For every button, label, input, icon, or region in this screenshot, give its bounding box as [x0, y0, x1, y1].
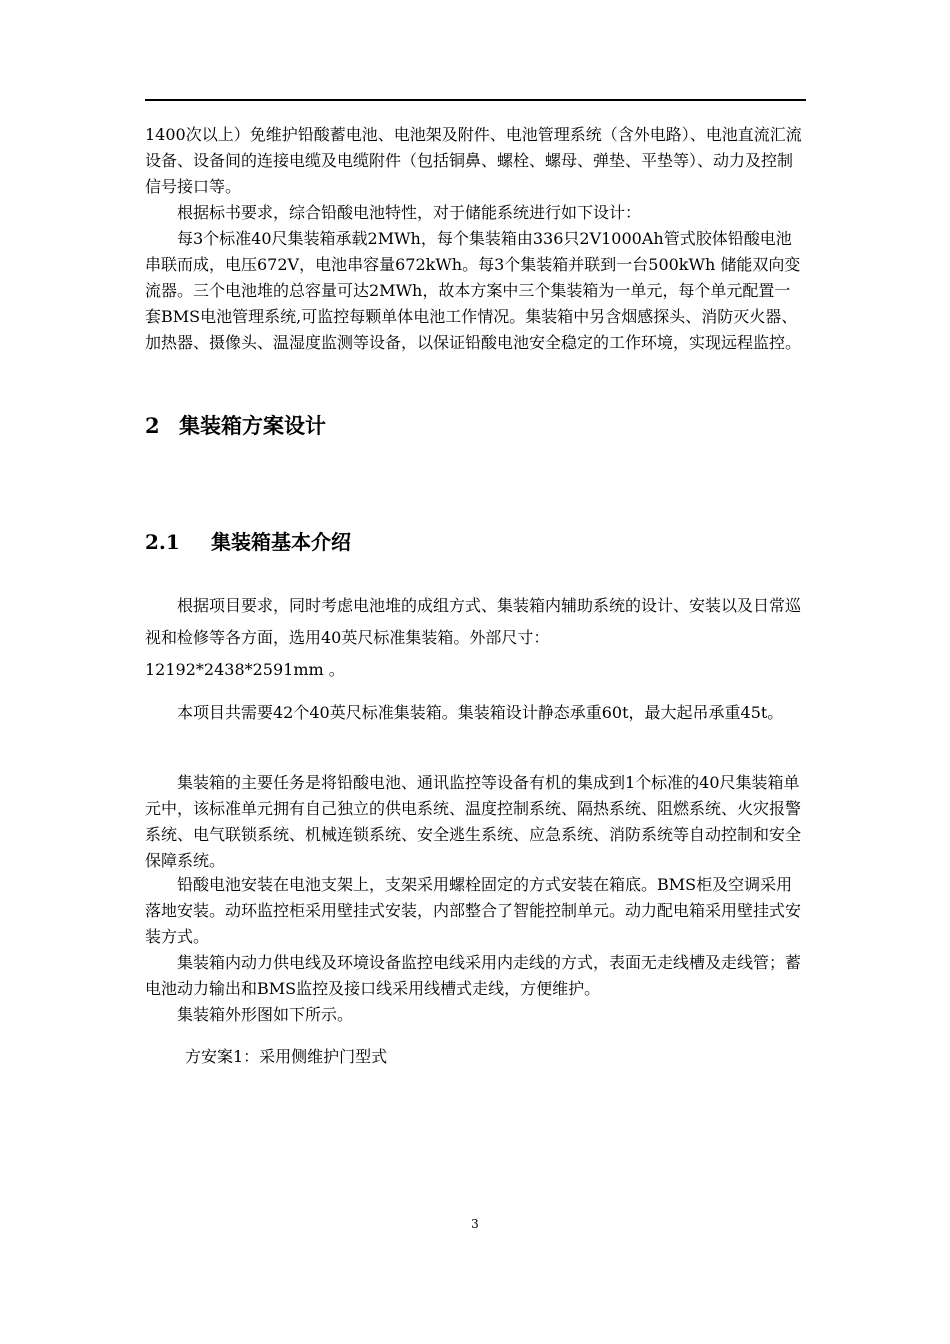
paragraph-container-task: 集装箱的主要任务是将铅酸电池、通讯监控等设备有机的集成到1个标准的40尺集装箱单元中，该标准单元拥有自己独立的供电系统、温度控制系统、隔热系统、阻燃系统、火灾报警系统、电气联锁系统、机械连锁系统、安全逃生系统、应急系统、消防系统等自动控制和安全保障系统。 [145, 773, 802, 870]
paragraph-design-intro: 根据标书要求，综合铅酸电池特性，对于储能系统进行如下设计： [177, 203, 642, 222]
section-heading-2 [145, 410, 326, 440]
section-heading-2-1 [145, 526, 351, 555]
scheme-label: 方安案1：采用侧维护门型式 [185, 1047, 388, 1066]
paragraph-wiring: 集装箱内动力供电线及环境设备监控电线采用内走线的方式，表面无走线槽及走线管；蓄电池动力输出和BMS监控及接口线采用线槽式走线，方便维护。 [145, 953, 802, 998]
container-selection-text: 根据项目要求，同时考虑电池堆的成组方式、集装箱内辅助系统的设计、安装以及日常巡视和检修等各方面，选用40英尺标准集装箱。外部尺寸： [145, 596, 802, 647]
paragraph-equipment-list: 1400次以上）免维护铅酸蓄电池、电池架及附件、电池管理系统（含外电路）、电池直流汇流设备、设备间的连接电缆及电缆附件（包括铜鼻、螺栓、螺母、弹垫、平垫等）、动力及控制信号接口等。 [145, 125, 802, 196]
installation-block [145, 872, 806, 1028]
paragraph-figure-intro: 集装箱外形图如下所示。 [177, 1005, 354, 1024]
paragraph-container-count: 本项目共需要42个40英尺标准集装箱。集装箱设计静态承重60t，最大起吊承重45t。 [177, 703, 784, 722]
container-count-block [145, 697, 806, 729]
paragraph-container-selection [145, 590, 806, 686]
subsection-number: 2.1 [145, 530, 180, 554]
page-number: 3 [471, 1217, 479, 1231]
intro-block [145, 122, 806, 356]
container-selection-block [145, 590, 806, 686]
section-title: 集装箱方案设计 [179, 413, 326, 438]
container-task-block [145, 770, 806, 874]
subsection-title: 集装箱基本介绍 [211, 530, 351, 554]
container-dimensions: 12192*2438*2591mm 。 [145, 660, 345, 679]
paragraph-design-detail: 每3个标准40尺集装箱承载2MWh，每个集装箱由336只2V1000Ah管式胶体铅酸电池串联而成，电压672V，电池串容量672kWh。每3个集装箱并联到一台500kWh 储能双向变流器。三个电池堆的总容量可达2MWh，故本方案中三个集装箱为一单元，每个单元配置一套BMS电池管理系统,可监控每颗单体电池工作情况。集装箱中另含烟感探头、消防灭火器、加热器、摄像头、温湿度监测等设备，以保证铅酸电池安全稳定的工作环境，实现远程监控。 [145, 229, 802, 352]
section-number: 2 [145, 413, 160, 438]
header-rule [145, 99, 806, 101]
paragraph-installation: 铅酸电池安装在电池支架上，支架采用螺栓固定的方式安装在箱底。BMS柜及空调采用落地安装。动环监控柜采用壁挂式安装，内部整合了智能控制单元。动力配电箱采用壁挂式安装方式。 [145, 875, 802, 946]
